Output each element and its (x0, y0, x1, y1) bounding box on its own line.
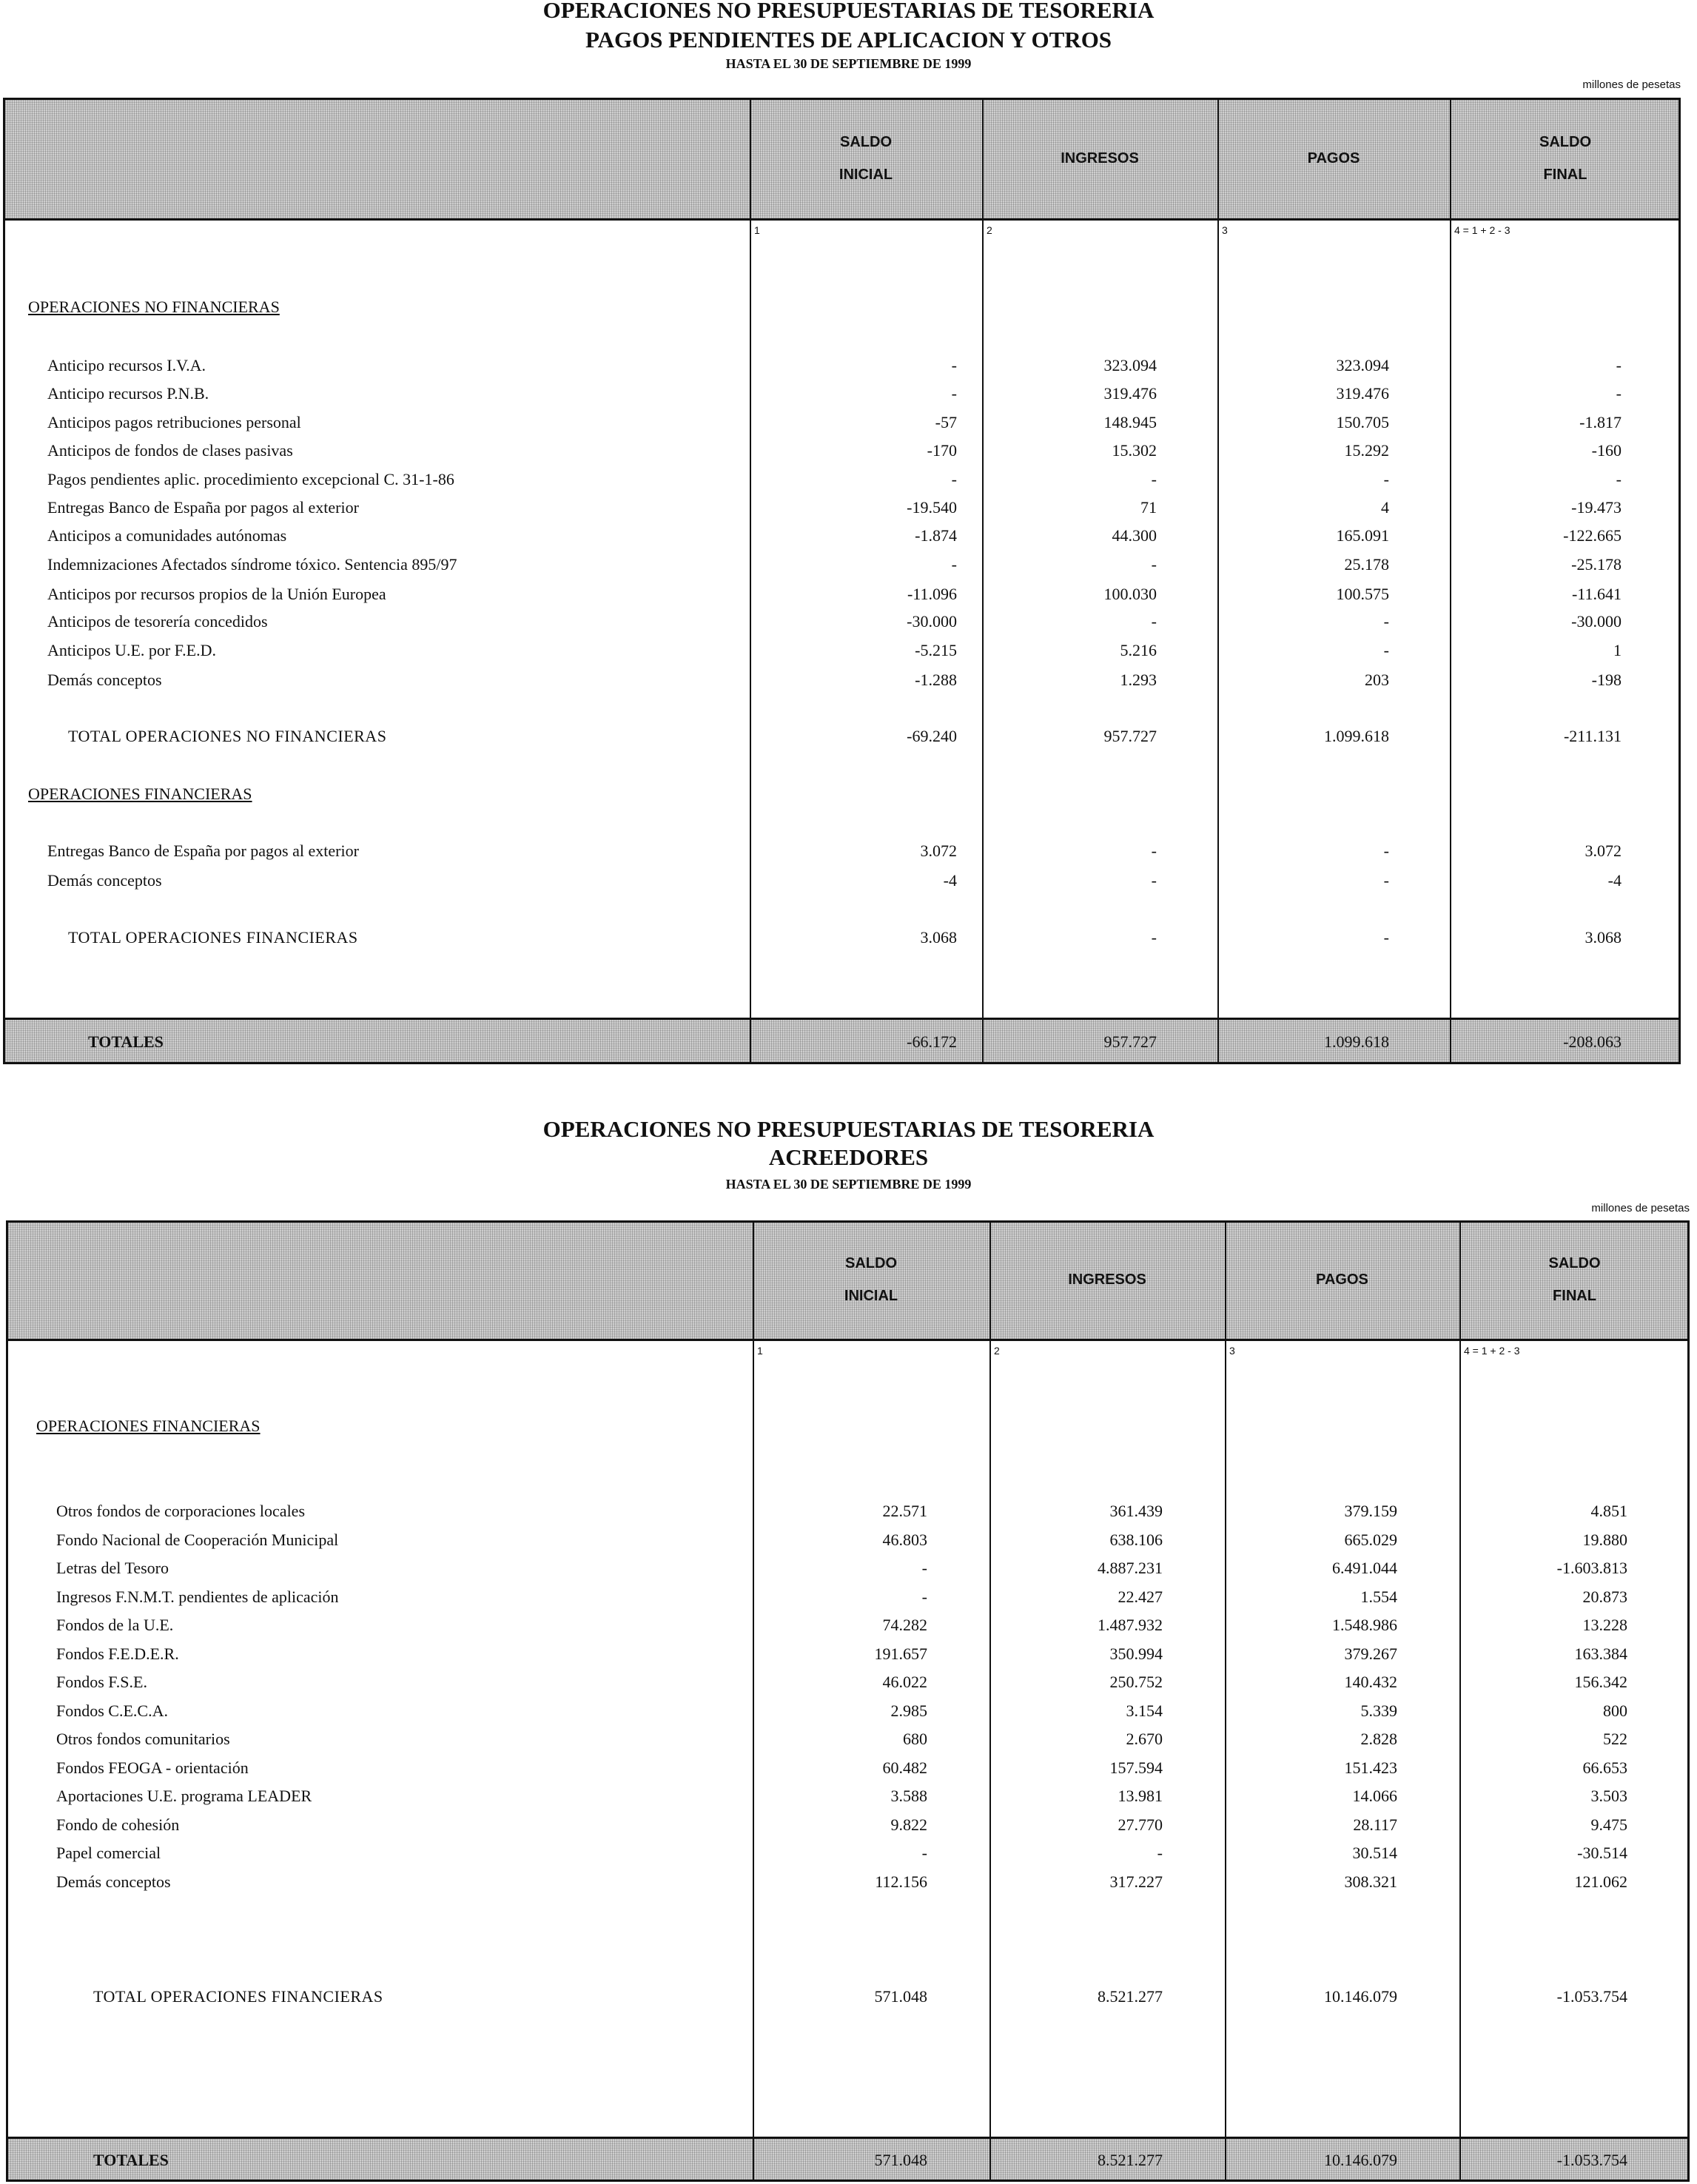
cell-value: 9.822 (890, 1815, 927, 1834)
table-subtitle: ACREEDORES (768, 1144, 929, 1170)
totals-value: 8.521.277 (1098, 2151, 1163, 2169)
cell-value: 1 (1613, 641, 1622, 659)
column-header: PAGOS (1316, 1271, 1368, 1288)
table-date: HASTA EL 30 DE SEPTIEMBRE DE 1999 (725, 1177, 972, 1192)
cell-value: 319.476 (1103, 384, 1157, 403)
totals-value: 1.099.618 (1324, 1032, 1389, 1051)
cell-value: 9.475 (1590, 1815, 1627, 1834)
cell-value: 28.117 (1353, 1815, 1397, 1834)
cell-value: 361.439 (1109, 1502, 1163, 1520)
cell-value: 15.292 (1344, 441, 1389, 460)
cell-value: 379.159 (1344, 1502, 1397, 1520)
cell-value: 2.985 (890, 1701, 927, 1720)
cell-value: 100.575 (1336, 585, 1389, 603)
cell-value: - (1616, 384, 1622, 403)
cell-value: -1.817 (1579, 413, 1622, 431)
row-label: Anticipos de fondos de clases pasivas (47, 441, 293, 460)
column-number: 3 (1222, 224, 1228, 236)
subtotal-value: 957.727 (1103, 727, 1157, 745)
column-header: SALDO INICIAL (844, 1255, 898, 1304)
cell-value: 3.072 (1585, 841, 1622, 860)
cell-value: 44.300 (1112, 526, 1157, 545)
table-title: OPERACIONES NO PRESUPUESTARIAS DE TESORERIA (542, 1116, 1155, 1142)
cell-value: - (921, 1559, 927, 1577)
cell-value: - (1151, 555, 1157, 574)
row-label: Fondos C.E.C.A. (56, 1701, 168, 1720)
cell-value: 2.670 (1126, 1730, 1163, 1748)
cell-value: 30.514 (1352, 1844, 1397, 1862)
cell-value: - (951, 384, 957, 403)
cell-value: - (1157, 1844, 1163, 1862)
row-label: Demás conceptos (56, 1872, 171, 1891)
cell-value: - (1383, 470, 1389, 488)
cell-value: 319.476 (1336, 384, 1389, 403)
row-label: Indemnizaciones Afectados síndrome tóxico. Sentencia 895/97 (47, 555, 457, 574)
row-label: Fondo de cohesión (56, 1815, 180, 1834)
cell-value: 665.029 (1344, 1530, 1397, 1549)
row-label: Anticipos de tesorería concedidos (47, 612, 268, 631)
cell-value: - (1616, 470, 1622, 488)
cell-value: 1.554 (1360, 1587, 1397, 1606)
cell-value: - (1383, 612, 1389, 631)
table-subtitle: PAGOS PENDIENTES DE APLICACION Y OTROS (585, 27, 1112, 53)
totals-shading (5, 1020, 1678, 1062)
column-number: 1 (757, 1345, 763, 1357)
cell-value: 350.994 (1109, 1644, 1163, 1663)
cell-value: 151.423 (1344, 1758, 1397, 1777)
units-label: millones de pesetas (1591, 1202, 1690, 1214)
totals-divider (3, 1018, 1681, 1020)
cell-value: 3.154 (1126, 1701, 1163, 1720)
cell-value: -122.665 (1563, 526, 1622, 545)
subtotal-value: -69.240 (907, 727, 957, 745)
header-divider (6, 1339, 1690, 1341)
data-table (6, 1220, 1690, 2182)
cell-value: - (951, 555, 957, 574)
cell-value: 46.022 (882, 1673, 927, 1691)
cell-value: - (951, 470, 957, 488)
cell-value: 4.887.231 (1098, 1559, 1163, 1577)
cell-value: - (1151, 612, 1157, 631)
header-divider (3, 218, 1681, 221)
cell-value: 46.803 (882, 1530, 927, 1549)
column-divider (1459, 1220, 1461, 2182)
cell-value: -11.096 (907, 585, 957, 603)
row-label: Fondos F.S.E. (56, 1673, 147, 1691)
cell-value: - (1383, 871, 1389, 890)
cell-value: -25.178 (1571, 555, 1622, 574)
column-divider (1225, 1220, 1226, 2182)
cell-value: 165.091 (1336, 526, 1389, 545)
cell-value: 140.432 (1344, 1673, 1397, 1691)
subtotal-value: - (1151, 928, 1157, 947)
column-header: SALDO INICIAL (839, 133, 893, 183)
cell-value: -1.603.813 (1556, 1559, 1627, 1577)
cell-value: 19.880 (1582, 1530, 1627, 1549)
cell-value: 379.267 (1344, 1644, 1397, 1663)
row-label: Entregas Banco de España por pagos al exterior (47, 498, 359, 517)
cell-value: 2.828 (1360, 1730, 1397, 1748)
column-header: INGRESOS (1061, 149, 1139, 167)
cell-value: -160 (1591, 441, 1622, 460)
column-number: 1 (754, 224, 760, 236)
cell-value: 60.482 (882, 1758, 927, 1777)
cell-value: 22.571 (882, 1502, 927, 1520)
column-number: 4 = 1 + 2 - 3 (1454, 224, 1511, 236)
row-label: Anticipos por recursos propios de la Unión Europea (47, 585, 386, 603)
cell-value: 323.094 (1336, 356, 1389, 374)
row-label: Demás conceptos (47, 671, 162, 689)
cell-value: 20.873 (1582, 1587, 1627, 1606)
cell-value: 14.066 (1352, 1787, 1397, 1805)
cell-value: 27.770 (1118, 1815, 1163, 1834)
subtotal-value: -211.131 (1563, 727, 1622, 745)
cell-value: 3.072 (920, 841, 957, 860)
cell-value: 25.178 (1344, 555, 1389, 574)
table-title: OPERACIONES NO PRESUPUESTARIAS DE TESORERIA (542, 0, 1155, 23)
column-divider (753, 1220, 754, 2182)
row-label: Otros fondos comunitarios (56, 1730, 230, 1748)
row-label: Fondos F.E.D.E.R. (56, 1644, 179, 1663)
column-number: 3 (1229, 1345, 1235, 1357)
cell-value: - (921, 1844, 927, 1862)
cell-value: -4 (1607, 871, 1622, 890)
cell-value: - (1151, 841, 1157, 860)
cell-value: -11.641 (1571, 585, 1622, 603)
cell-value: -198 (1591, 671, 1622, 689)
cell-value: 112.156 (875, 1872, 927, 1891)
cell-value: 1.293 (1120, 671, 1157, 689)
totals-shading (8, 2139, 1687, 2180)
cell-value: 5.216 (1120, 641, 1157, 659)
column-divider (989, 1220, 991, 2182)
row-label: Anticipo recursos I.V.A. (47, 356, 206, 374)
column-divider (982, 98, 984, 1064)
column-number: 2 (987, 224, 992, 236)
subtotal-value: 3.068 (920, 928, 957, 947)
row-label: Papel comercial (56, 1844, 161, 1862)
cell-value: 317.227 (1109, 1872, 1163, 1891)
cell-value: 191.657 (874, 1644, 927, 1663)
cell-value: - (1151, 470, 1157, 488)
cell-value: - (921, 1587, 927, 1606)
cell-value: 150.705 (1336, 413, 1389, 431)
cell-value: -1.288 (915, 671, 957, 689)
cell-value: - (1616, 356, 1622, 374)
cell-value: 308.321 (1344, 1872, 1397, 1891)
cell-value: -170 (927, 441, 957, 460)
cell-value: 3.588 (890, 1787, 927, 1805)
cell-value: 148.945 (1103, 413, 1157, 431)
cell-value: 522 (1603, 1730, 1627, 1748)
cell-value: -30.514 (1577, 1844, 1627, 1862)
cell-value: 5.339 (1360, 1701, 1397, 1720)
column-header: PAGOS (1307, 149, 1360, 167)
cell-value: 4 (1381, 498, 1389, 517)
cell-value: 203 (1365, 671, 1389, 689)
row-label: Fondo Nacional de Cooperación Municipal (56, 1530, 339, 1549)
cell-value: 22.427 (1118, 1587, 1163, 1606)
totals-value: -1.053.754 (1556, 2151, 1627, 2169)
cell-value: 1.487.932 (1098, 1616, 1163, 1634)
subtotal-value: 10.146.079 (1324, 1987, 1397, 2006)
cell-value: 15.302 (1112, 441, 1157, 460)
column-header: SALDO FINAL (1548, 1255, 1601, 1304)
subtotal-value: -1.053.754 (1556, 1987, 1627, 2006)
subtotal-value: 1.099.618 (1324, 727, 1389, 745)
cell-value: 163.384 (1574, 1644, 1627, 1663)
cell-value: 6.491.044 (1332, 1559, 1397, 1577)
row-label: Letras del Tesoro (56, 1559, 169, 1577)
totals-label: TOTALES (88, 1032, 164, 1051)
cell-value: 13.228 (1582, 1616, 1627, 1634)
cell-value: -30.000 (907, 612, 957, 631)
row-label: Pagos pendientes aplic. procedimiento excepcional C. 31-1-86 (47, 470, 454, 488)
row-label: Ingresos F.N.M.T. pendientes de aplicación (56, 1587, 339, 1606)
totals-divider (6, 2137, 1690, 2139)
row-label: Demás conceptos (47, 871, 162, 890)
section-heading: OPERACIONES FINANCIERAS (28, 784, 252, 803)
cell-value: 13.981 (1118, 1787, 1163, 1805)
cell-value: 3.503 (1590, 1787, 1627, 1805)
totals-label: TOTALES (93, 2151, 169, 2169)
subtotal-value: 8.521.277 (1098, 1987, 1163, 2006)
totals-value: 957.727 (1103, 1032, 1157, 1051)
cell-value: 100.030 (1103, 585, 1157, 603)
cell-value: -4 (943, 871, 957, 890)
row-label: Anticipos U.E. por F.E.D. (47, 641, 217, 659)
column-number: 2 (994, 1345, 1000, 1357)
subtotal-label: TOTAL OPERACIONES FINANCIERAS (93, 1987, 383, 2006)
column-divider (1450, 98, 1451, 1064)
row-label: Aportaciones U.E. programa LEADER (56, 1787, 312, 1805)
cell-value: - (951, 356, 957, 374)
totals-value: 571.048 (874, 2151, 927, 2169)
cell-value: -57 (935, 413, 957, 431)
section-heading: OPERACIONES FINANCIERAS (36, 1417, 261, 1435)
cell-value: -19.540 (907, 498, 957, 517)
cell-value: 71 (1140, 498, 1157, 517)
column-divider (1217, 98, 1219, 1064)
section-heading: OPERACIONES NO FINANCIERAS (28, 298, 280, 316)
subtotal-label: TOTAL OPERACIONES FINANCIERAS (68, 928, 358, 947)
units-label: millones de pesetas (1582, 78, 1681, 91)
cell-value: - (1383, 641, 1389, 659)
row-label: Fondos FEOGA - orientación (56, 1758, 249, 1777)
cell-value: 323.094 (1103, 356, 1157, 374)
column-header: INGRESOS (1068, 1271, 1146, 1288)
cell-value: -19.473 (1571, 498, 1622, 517)
subtotal-value: 3.068 (1585, 928, 1622, 947)
cell-value: 4.851 (1590, 1502, 1627, 1520)
table-date: HASTA EL 30 DE SEPTIEMBRE DE 1999 (725, 56, 972, 71)
cell-value: 157.594 (1109, 1758, 1163, 1777)
column-header: SALDO FINAL (1539, 133, 1591, 183)
totals-value: 10.146.079 (1324, 2151, 1397, 2169)
cell-value: 66.653 (1582, 1758, 1627, 1777)
cell-value: 156.342 (1574, 1673, 1627, 1691)
data-table (3, 98, 1681, 1064)
totals-value: -66.172 (907, 1032, 957, 1051)
cell-value: 800 (1603, 1701, 1627, 1720)
row-label: Fondos de la U.E. (56, 1616, 174, 1634)
subtotal-value: - (1383, 928, 1389, 947)
cell-value: -1.874 (915, 526, 957, 545)
cell-value: 74.282 (882, 1616, 927, 1634)
cell-value: -5.215 (915, 641, 957, 659)
subtotal-value: 571.048 (874, 1987, 927, 2006)
column-divider (750, 98, 751, 1064)
row-label: Entregas Banco de España por pagos al exterior (47, 841, 359, 860)
totals-value: -208.063 (1563, 1032, 1622, 1051)
cell-value: 680 (903, 1730, 927, 1748)
cell-value: 121.062 (1574, 1872, 1627, 1891)
cell-value: 638.106 (1109, 1530, 1163, 1549)
cell-value: - (1151, 871, 1157, 890)
subtotal-label: TOTAL OPERACIONES NO FINANCIERAS (68, 727, 387, 745)
cell-value: 1.548.986 (1332, 1616, 1397, 1634)
cell-value: - (1383, 841, 1389, 860)
cell-value: 250.752 (1109, 1673, 1163, 1691)
row-label: Anticipos pagos retribuciones personal (47, 413, 301, 431)
row-label: Anticipo recursos P.N.B. (47, 384, 209, 403)
cell-value: -30.000 (1571, 612, 1622, 631)
row-label: Otros fondos de corporaciones locales (56, 1502, 306, 1520)
column-number: 4 = 1 + 2 - 3 (1464, 1345, 1520, 1357)
row-label: Anticipos a comunidades autónomas (47, 526, 287, 545)
